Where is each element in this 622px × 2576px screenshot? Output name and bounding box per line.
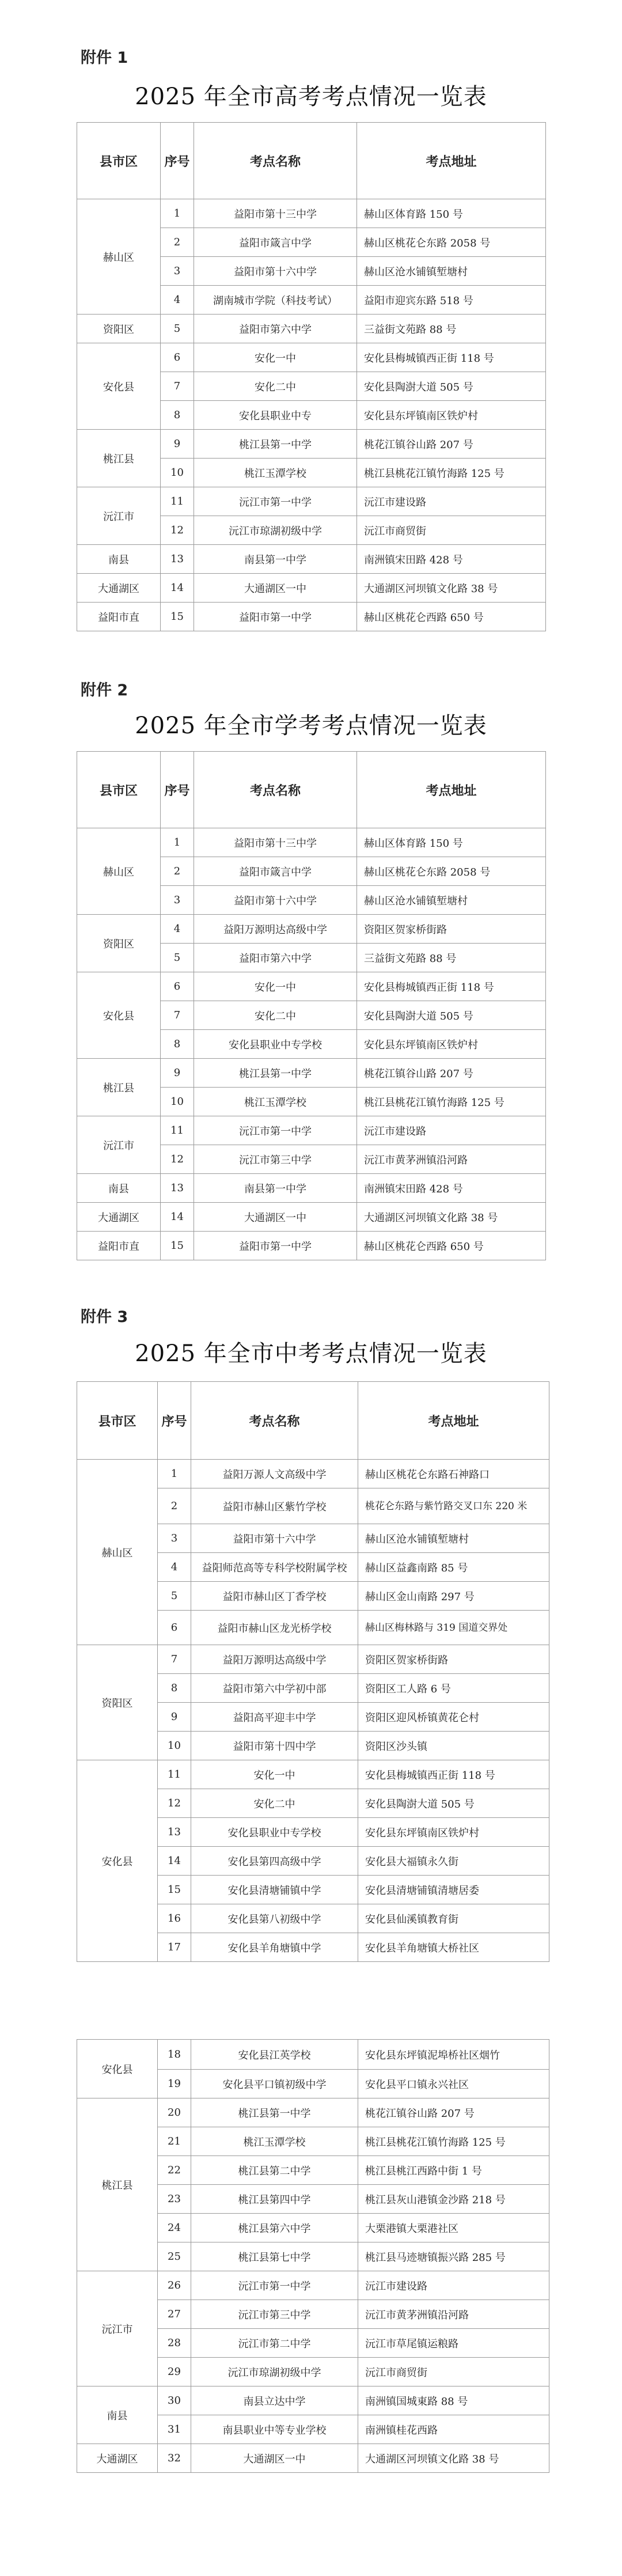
attachment1-label: 附件 1 bbox=[81, 49, 128, 67]
exam-site-address: 沅江市商贸街 bbox=[357, 516, 546, 545]
row-no: 27 bbox=[158, 2300, 191, 2329]
exam-site-address: 赫山区桃花仑西路 650 号 bbox=[357, 1232, 546, 1260]
row-no: 21 bbox=[158, 2127, 191, 2156]
row-no: 13 bbox=[161, 1174, 194, 1203]
exam-site-address: 安化县东坪镇南区铁炉村 bbox=[358, 1818, 549, 1847]
exam-site-name: 安化县羊角塘镇中学 bbox=[191, 1933, 358, 1962]
exam-site-name: 湖南城市学院（科技考试） bbox=[194, 286, 357, 315]
row-no: 11 bbox=[158, 1760, 191, 1789]
row-no: 14 bbox=[161, 574, 194, 603]
header-no: 序号 bbox=[158, 1382, 191, 1460]
table-row bbox=[77, 199, 546, 228]
row-no: 4 bbox=[161, 915, 194, 944]
exam-site-name: 桃江县第一中学 bbox=[194, 1059, 357, 1088]
exam-site-address: 赫山区体育路 150 号 bbox=[357, 828, 546, 857]
table-row bbox=[77, 972, 546, 1001]
table-row bbox=[77, 545, 546, 574]
exam-site-address: 桃江县马迹塘镇振兴路 285 号 bbox=[358, 2242, 549, 2271]
exam-site-name: 安化县职业中专 bbox=[194, 401, 357, 430]
table-row bbox=[77, 574, 546, 603]
row-no: 24 bbox=[158, 2214, 191, 2242]
exam-site-name: 益阳市第六中学初中部 bbox=[191, 1674, 358, 1703]
exam-site-name: 安化县第八初级中学 bbox=[191, 1904, 358, 1933]
exam-site-name: 益阳市第六中学 bbox=[194, 944, 357, 972]
row-no: 14 bbox=[161, 1203, 194, 1232]
table-row bbox=[77, 1760, 549, 1789]
attachment1-table bbox=[77, 122, 546, 631]
exam-site-name: 沅江市第一中学 bbox=[194, 487, 357, 516]
table-row bbox=[77, 2098, 549, 2127]
county-cell: 益阳市直 bbox=[77, 1232, 161, 1260]
row-no: 31 bbox=[158, 2415, 191, 2444]
row-no: 8 bbox=[161, 1030, 194, 1059]
row-no: 9 bbox=[161, 430, 194, 459]
exam-site-name: 桃江县第二中学 bbox=[191, 2156, 358, 2185]
table-header-row bbox=[77, 1382, 549, 1460]
county-cell: 益阳市直 bbox=[77, 603, 161, 631]
exam-site-address: 安化县东坪镇南区铁炉村 bbox=[357, 1030, 546, 1059]
table-row bbox=[77, 2271, 549, 2300]
county-cell: 安化县 bbox=[77, 972, 161, 1059]
exam-site-name: 安化一中 bbox=[194, 972, 357, 1001]
attachment2-title: 2025 年全市学考考点情况一览表 bbox=[135, 713, 487, 739]
row-no: 5 bbox=[158, 1582, 191, 1611]
county-cell: 安化县 bbox=[77, 2040, 158, 2098]
header-no: 序号 bbox=[161, 123, 194, 199]
exam-site-name: 益阳市赫山区紫竹学校 bbox=[191, 1488, 358, 1524]
row-no: 18 bbox=[158, 2040, 191, 2070]
row-no: 11 bbox=[161, 487, 194, 516]
exam-site-name: 大通湖区一中 bbox=[191, 2444, 358, 2473]
exam-site-address: 安化县陶澍大道 505 号 bbox=[357, 372, 546, 401]
exam-site-address: 沅江市黄茅洲镇沿河路 bbox=[358, 2300, 549, 2329]
row-no: 12 bbox=[161, 1145, 194, 1174]
table-row bbox=[77, 1460, 549, 1488]
exam-site-name: 桃江县第六中学 bbox=[191, 2214, 358, 2242]
exam-site-address: 资阳区贺家桥街路 bbox=[357, 915, 546, 944]
exam-site-name: 益阳市赫山区龙光桥学校 bbox=[191, 1611, 358, 1645]
exam-site-name: 益阳市赫山区丁香学校 bbox=[191, 1582, 358, 1611]
exam-site-address: 赫山区体育路 150 号 bbox=[357, 199, 546, 228]
exam-site-name: 安化县平口镇初级中学 bbox=[191, 2070, 358, 2098]
row-no: 8 bbox=[161, 401, 194, 430]
table-row bbox=[77, 1203, 546, 1232]
exam-site-name: 益阳市第十三中学 bbox=[194, 199, 357, 228]
exam-site-address: 资阳区迎风桥镇黄花仑村 bbox=[358, 1703, 549, 1732]
row-no: 7 bbox=[161, 1001, 194, 1030]
exam-site-name: 沅江市第二中学 bbox=[191, 2329, 358, 2358]
exam-site-name: 安化县清塘铺镇中学 bbox=[191, 1876, 358, 1904]
exam-site-name: 沅江市第一中学 bbox=[191, 2271, 358, 2300]
header-address: 考点地址 bbox=[358, 1382, 549, 1460]
row-no: 10 bbox=[158, 1732, 191, 1760]
exam-site-name: 益阳市第一中学 bbox=[194, 1232, 357, 1260]
table-row bbox=[77, 915, 546, 944]
row-no: 7 bbox=[158, 1645, 191, 1674]
exam-site-name: 益阳市箴言中学 bbox=[194, 228, 357, 257]
exam-site-address: 沅江市草尾镇运粮路 bbox=[358, 2329, 549, 2358]
exam-site-address: 资阳区沙头镇 bbox=[358, 1732, 549, 1760]
exam-site-address: 南洲镇桂花西路 bbox=[358, 2415, 549, 2444]
row-no: 6 bbox=[158, 1611, 191, 1645]
row-no: 20 bbox=[158, 2098, 191, 2127]
row-no: 15 bbox=[158, 1876, 191, 1904]
table-row bbox=[77, 828, 546, 857]
county-cell: 安化县 bbox=[77, 343, 161, 430]
exam-site-address: 安化县羊角塘镇大桥社区 bbox=[358, 1933, 549, 1962]
table-row bbox=[77, 1232, 546, 1260]
exam-site-address: 安化县梅城镇西正街 118 号 bbox=[358, 1760, 549, 1789]
county-cell: 赫山区 bbox=[77, 199, 161, 315]
exam-site-name: 南县第一中学 bbox=[194, 1174, 357, 1203]
exam-site-name: 桃江县第一中学 bbox=[191, 2098, 358, 2127]
exam-site-address: 安化县梅城镇西正街 118 号 bbox=[357, 972, 546, 1001]
table-row bbox=[77, 430, 546, 459]
exam-site-address: 资阳区工人路 6 号 bbox=[358, 1674, 549, 1703]
row-no: 4 bbox=[158, 1553, 191, 1582]
exam-site-address: 大通湖区河坝镇文化路 38 号 bbox=[357, 574, 546, 603]
table-row bbox=[77, 2444, 549, 2473]
exam-site-address: 沅江市建设路 bbox=[358, 2271, 549, 2300]
row-no: 13 bbox=[161, 545, 194, 574]
exam-site-address: 大栗港镇大栗港社区 bbox=[358, 2214, 549, 2242]
exam-site-name: 益阳万源人文高级中学 bbox=[191, 1460, 358, 1488]
row-no: 6 bbox=[161, 972, 194, 1001]
row-no: 32 bbox=[158, 2444, 191, 2473]
attachment1-title: 2025 年全市高考考点情况一览表 bbox=[135, 84, 487, 110]
attachment3-table-part2 bbox=[77, 2039, 549, 2473]
row-no: 11 bbox=[161, 1116, 194, 1145]
row-no: 8 bbox=[158, 1674, 191, 1703]
county-cell: 沅江市 bbox=[77, 487, 161, 545]
exam-site-address: 安化县东坪镇南区铁炉村 bbox=[357, 401, 546, 430]
exam-site-name: 南县立达中学 bbox=[191, 2386, 358, 2415]
row-no: 2 bbox=[158, 1488, 191, 1524]
exam-site-address: 桃江县桃花江镇竹海路 125 号 bbox=[357, 1088, 546, 1116]
exam-site-address: 南洲镇国城東路 88 号 bbox=[358, 2386, 549, 2415]
row-no: 3 bbox=[158, 1524, 191, 1553]
exam-site-name: 安化县职业中专学校 bbox=[191, 1818, 358, 1847]
row-no: 15 bbox=[161, 603, 194, 631]
row-no: 28 bbox=[158, 2329, 191, 2358]
attachment3-label: 附件 3 bbox=[81, 1308, 128, 1326]
exam-site-name: 大通湖区一中 bbox=[194, 574, 357, 603]
exam-site-name: 桃江玉潭学校 bbox=[194, 459, 357, 487]
row-no: 6 bbox=[161, 343, 194, 372]
exam-site-name: 安化一中 bbox=[191, 1760, 358, 1789]
table-row bbox=[77, 1174, 546, 1203]
exam-site-address: 安化县大福镇永久街 bbox=[358, 1847, 549, 1876]
header-address: 考点地址 bbox=[357, 752, 546, 828]
county-cell: 安化县 bbox=[77, 1760, 158, 1962]
exam-site-address: 资阳区贺家桥街路 bbox=[358, 1645, 549, 1674]
county-cell: 南县 bbox=[77, 545, 161, 574]
exam-site-name: 沅江市第三中学 bbox=[194, 1145, 357, 1174]
row-no: 17 bbox=[158, 1933, 191, 1962]
county-cell: 南县 bbox=[77, 1174, 161, 1203]
table-row bbox=[77, 2040, 549, 2070]
exam-site-address: 安化县清塘铺镇清塘居委 bbox=[358, 1876, 549, 1904]
table-row bbox=[77, 1116, 546, 1145]
attachment3-table-part1 bbox=[77, 1381, 549, 1962]
exam-site-address: 赫山区沧水铺镇堑塘村 bbox=[357, 886, 546, 915]
exam-site-name: 桃江县第七中学 bbox=[191, 2242, 358, 2271]
county-cell: 大通湖区 bbox=[77, 2444, 158, 2473]
row-no: 12 bbox=[158, 1789, 191, 1818]
exam-site-name: 益阳市第十六中学 bbox=[191, 1524, 358, 1553]
exam-site-name: 沅江市第三中学 bbox=[191, 2300, 358, 2329]
exam-site-name: 安化县第四高级中学 bbox=[191, 1847, 358, 1876]
row-no: 12 bbox=[161, 516, 194, 545]
header-county: 县市区 bbox=[77, 752, 161, 828]
header-name: 考点名称 bbox=[191, 1382, 358, 1460]
exam-site-name: 沅江市琼湖初级中学 bbox=[191, 2358, 358, 2386]
exam-site-address: 桃花江镇谷山路 207 号 bbox=[357, 430, 546, 459]
header-county: 县市区 bbox=[77, 1382, 158, 1460]
exam-site-address: 赫山区梅林路与 319 国道交界处 bbox=[358, 1611, 549, 1645]
row-no: 16 bbox=[158, 1904, 191, 1933]
header-county: 县市区 bbox=[77, 123, 161, 199]
exam-site-name: 益阳市第六中学 bbox=[194, 315, 357, 343]
exam-site-address: 赫山区沧水铺镇堑塘村 bbox=[357, 257, 546, 286]
attachment2-table bbox=[77, 751, 546, 1260]
exam-site-name: 益阳市第十六中学 bbox=[194, 886, 357, 915]
row-no: 1 bbox=[158, 1460, 191, 1488]
row-no: 10 bbox=[161, 1088, 194, 1116]
row-no: 19 bbox=[158, 2070, 191, 2098]
table-row bbox=[77, 603, 546, 631]
exam-site-name: 安化县职业中专学校 bbox=[194, 1030, 357, 1059]
exam-site-name: 沅江市第一中学 bbox=[194, 1116, 357, 1145]
exam-site-address: 安化县东坪镇泥埠桥社区烟竹 bbox=[358, 2040, 549, 2070]
table-header-row bbox=[77, 123, 546, 199]
county-cell: 大通湖区 bbox=[77, 1203, 161, 1232]
exam-site-name: 益阳市第十六中学 bbox=[194, 257, 357, 286]
exam-site-address: 赫山区桃花仑西路 650 号 bbox=[357, 603, 546, 631]
row-no: 10 bbox=[161, 459, 194, 487]
exam-site-address: 沅江市黄茅洲镇沿河路 bbox=[357, 1145, 546, 1174]
exam-site-address: 桃江县桃花江镇竹海路 125 号 bbox=[358, 2127, 549, 2156]
row-no: 9 bbox=[158, 1703, 191, 1732]
row-no: 15 bbox=[161, 1232, 194, 1260]
exam-site-address: 赫山区金山南路 297 号 bbox=[358, 1582, 549, 1611]
exam-site-name: 安化二中 bbox=[194, 372, 357, 401]
county-cell: 赫山区 bbox=[77, 828, 161, 915]
exam-site-name: 沅江市琼湖初级中学 bbox=[194, 516, 357, 545]
exam-site-name: 桃江县第四中学 bbox=[191, 2185, 358, 2214]
exam-site-address: 益阳市迎宾东路 518 号 bbox=[357, 286, 546, 315]
exam-site-address: 南洲镇宋田路 428 号 bbox=[357, 545, 546, 574]
exam-site-address: 安化县陶澍大道 505 号 bbox=[357, 1001, 546, 1030]
exam-site-name: 益阳市箴言中学 bbox=[194, 857, 357, 886]
exam-site-address: 赫山区桃花仑东路 2058 号 bbox=[357, 857, 546, 886]
county-cell: 南县 bbox=[77, 2386, 158, 2444]
county-cell: 资阳区 bbox=[77, 915, 161, 972]
county-cell: 桃江县 bbox=[77, 1059, 161, 1116]
exam-site-address: 大通湖区河坝镇文化路 38 号 bbox=[358, 2444, 549, 2473]
row-no: 30 bbox=[158, 2386, 191, 2415]
county-cell: 资阳区 bbox=[77, 315, 161, 343]
exam-site-name: 南县第一中学 bbox=[194, 545, 357, 574]
row-no: 13 bbox=[158, 1818, 191, 1847]
exam-site-name: 益阳师范高等专科学校附属学校 bbox=[191, 1553, 358, 1582]
exam-site-name: 益阳市第一中学 bbox=[194, 603, 357, 631]
county-cell: 桃江县 bbox=[77, 430, 161, 487]
row-no: 2 bbox=[161, 857, 194, 886]
exam-site-address: 沅江市建设路 bbox=[357, 487, 546, 516]
row-no: 29 bbox=[158, 2358, 191, 2386]
table-row bbox=[77, 1059, 546, 1088]
table-row bbox=[77, 2386, 549, 2415]
exam-site-name: 安化二中 bbox=[194, 1001, 357, 1030]
row-no: 5 bbox=[161, 944, 194, 972]
attachment3-title: 2025 年全市中考考点情况一览表 bbox=[135, 1340, 487, 1367]
exam-site-address: 桃花江镇谷山路 207 号 bbox=[357, 1059, 546, 1088]
exam-site-name: 大通湖区一中 bbox=[194, 1203, 357, 1232]
exam-site-address: 赫山区桃花仑东路石神路口 bbox=[358, 1460, 549, 1488]
table-row bbox=[77, 1645, 549, 1674]
row-no: 26 bbox=[158, 2271, 191, 2300]
exam-site-name: 桃江县第一中学 bbox=[194, 430, 357, 459]
exam-site-address: 沅江市商贸街 bbox=[358, 2358, 549, 2386]
header-name: 考点名称 bbox=[194, 123, 357, 199]
exam-site-name: 安化二中 bbox=[191, 1789, 358, 1818]
exam-site-address: 安化县仙溪镇教育街 bbox=[358, 1904, 549, 1933]
row-no: 23 bbox=[158, 2185, 191, 2214]
row-no: 4 bbox=[161, 286, 194, 315]
row-no: 22 bbox=[158, 2156, 191, 2185]
exam-site-address: 三益街文苑路 88 号 bbox=[357, 315, 546, 343]
row-no: 9 bbox=[161, 1059, 194, 1088]
exam-site-address: 赫山区益鑫南路 85 号 bbox=[358, 1553, 549, 1582]
exam-site-address: 沅江市建设路 bbox=[357, 1116, 546, 1145]
row-no: 5 bbox=[161, 315, 194, 343]
exam-site-name: 益阳万源明达高级中学 bbox=[191, 1645, 358, 1674]
county-cell: 沅江市 bbox=[77, 2271, 158, 2386]
header-address: 考点地址 bbox=[357, 123, 546, 199]
exam-site-address: 赫山区桃花仑东路 2058 号 bbox=[357, 228, 546, 257]
county-cell: 赫山区 bbox=[77, 1460, 158, 1645]
exam-site-name: 安化县江英学校 bbox=[191, 2040, 358, 2070]
county-cell: 桃江县 bbox=[77, 2098, 158, 2271]
exam-site-name: 益阳万源明达高级中学 bbox=[194, 915, 357, 944]
exam-site-address: 桃江县桃江西路中街 1 号 bbox=[358, 2156, 549, 2185]
county-cell: 资阳区 bbox=[77, 1645, 158, 1760]
table-row bbox=[77, 487, 546, 516]
header-no: 序号 bbox=[161, 752, 194, 828]
exam-site-name: 南县职业中等专业学校 bbox=[191, 2415, 358, 2444]
table-row bbox=[77, 315, 546, 343]
exam-site-name: 桃江玉潭学校 bbox=[191, 2127, 358, 2156]
table-header-row bbox=[77, 752, 546, 828]
row-no: 1 bbox=[161, 828, 194, 857]
exam-site-address: 桃花江镇谷山路 207 号 bbox=[358, 2098, 549, 2127]
attachment2-label: 附件 2 bbox=[81, 681, 128, 699]
exam-site-name: 安化一中 bbox=[194, 343, 357, 372]
county-cell: 大通湖区 bbox=[77, 574, 161, 603]
exam-site-address: 安化县梅城镇西正街 118 号 bbox=[357, 343, 546, 372]
row-no: 3 bbox=[161, 257, 194, 286]
exam-site-name: 益阳市第十四中学 bbox=[191, 1732, 358, 1760]
exam-site-name: 桃江玉潭学校 bbox=[194, 1088, 357, 1116]
exam-site-address: 三益街文苑路 88 号 bbox=[357, 944, 546, 972]
exam-site-address: 南洲镇宋田路 428 号 bbox=[357, 1174, 546, 1203]
header-name: 考点名称 bbox=[194, 752, 357, 828]
exam-site-name: 益阳高平迎丰中学 bbox=[191, 1703, 358, 1732]
exam-site-address: 安化县陶澍大道 505 号 bbox=[358, 1789, 549, 1818]
row-no: 14 bbox=[158, 1847, 191, 1876]
row-no: 25 bbox=[158, 2242, 191, 2271]
exam-site-address: 桃花仑东路与紫竹路交叉口东 220 米 bbox=[358, 1488, 549, 1524]
row-no: 7 bbox=[161, 372, 194, 401]
exam-site-address: 桃江县桃花江镇竹海路 125 号 bbox=[357, 459, 546, 487]
table-row bbox=[77, 343, 546, 372]
row-no: 1 bbox=[161, 199, 194, 228]
exam-site-address: 赫山区沧水铺镇堑塘村 bbox=[358, 1524, 549, 1553]
row-no: 2 bbox=[161, 228, 194, 257]
exam-site-name: 益阳市第十三中学 bbox=[194, 828, 357, 857]
exam-site-address: 大通湖区河坝镇文化路 38 号 bbox=[357, 1203, 546, 1232]
exam-site-address: 桃江县灰山港镇金沙路 218 号 bbox=[358, 2185, 549, 2214]
exam-site-address: 安化县平口镇永兴社区 bbox=[358, 2070, 549, 2098]
county-cell: 沅江市 bbox=[77, 1116, 161, 1174]
row-no: 3 bbox=[161, 886, 194, 915]
